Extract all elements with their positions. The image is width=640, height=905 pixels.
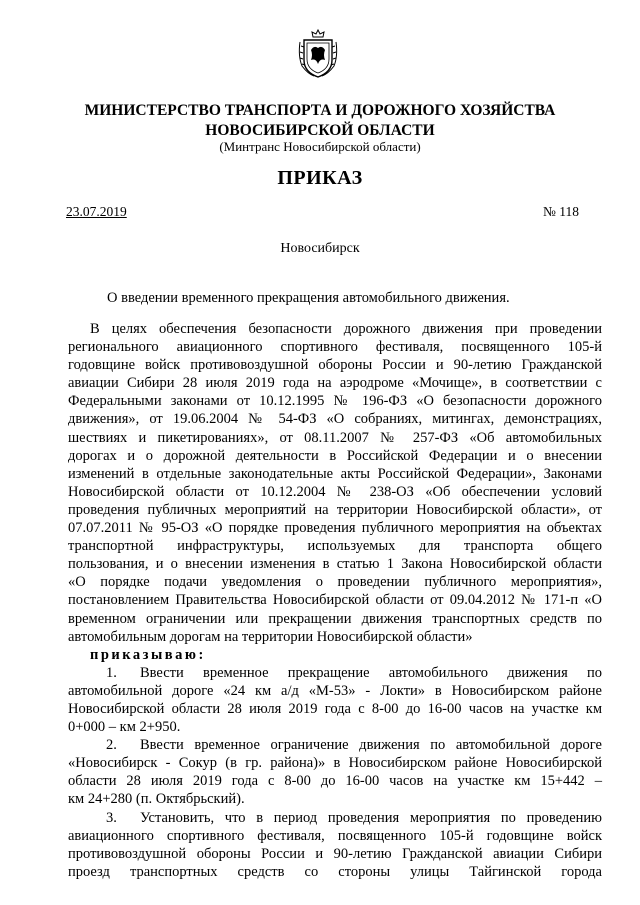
item-text: Ввести временное ограничение движения по автомобильной дороге [140,737,602,754]
item-number: 1. [106,664,117,681]
city-name: Новосибирск [280,241,360,256]
item-2-line: области 28 июля 2019 года с 8-00 до 16-00 часов на участке км 15+442 – [68,773,602,790]
preamble-line: «О порядке подачи уведомления о проведении публичного мероприятия», [68,574,602,591]
item-3-line: противовоздушной обороны России и 90-летию Гражданской авиации Сибири [68,845,602,862]
item-number: 3. [106,809,117,826]
order-date: 23.07.2019 [66,204,127,219]
preamble-line: дорогах и о дорожной деятельности в Российской Федерации и о внесении [68,447,602,464]
item-2-line: км 24+280 (п. Октябрьский). [68,791,245,808]
item-1-line: Новосибирской области 28 июля 2019 года с 8-00 до 16-00 часов на участке км [68,700,602,717]
preamble-line: временном ограничении или прекращении движения транспортных средств по [68,610,602,627]
preamble-line: движения», от 19.06.2004 № 54-ФЗ «О собраниях, митингах, демонстрациях, [68,411,602,428]
preamble-line: В целях обеспечения безопасности дорожного движения при проведении [90,321,602,337]
preamble-line: Федеральными законами от 10.12.1995 № 196-ФЗ «О безопасности дорожного [68,393,602,410]
item-1-line: автомобильной дороге «24 км а/д «М-53» - Локти» в Новосибирском районе [68,682,602,699]
preamble-line: шествиях и пикетированиях», от 08.11.2007 № 257-ФЗ «Об автомобильных [68,429,602,446]
preamble-line: Новосибирской области от 10.12.2004 № 238-ОЗ «Об обеспечении условий [68,483,602,500]
preamble-line: проведения публичных мероприятий на территории Новосибирской области», от [68,501,602,518]
item-1-line: 0+000 – км 2+950. [68,719,181,736]
order-subject: О введении временного прекращения автомобильного движения. [107,290,510,306]
preamble-line: 07.07.2011 № 95-ОЗ «О порядке проведения публичного мероприятия на объектах [68,520,602,537]
item-2-line: «Новосибирск - Сокур (в гр. района)» в Новосибирском районе Новосибирской [68,755,602,772]
ministry-name-line1: МИНИСТЕРСТВО ТРАНСПОРТА И ДОРОЖНОГО ХОЗЯЙСТВА [84,102,556,119]
preamble-line: изменений в отдельные законодательные акты Российской Федерации», Законами [68,465,602,482]
order-body [68,320,602,881]
order-word: приказываю: [90,646,206,663]
coat-of-arms-emblem [296,28,340,80]
ministry-short-name: (Минтранс Новосибирской области) [219,139,421,154]
item-text: Установить, что в период проведения мероприятия по проведению [140,809,602,826]
preamble-line: транспортной инфраструктуры, используемых для транспорта общего [68,538,602,555]
item-3-line [68,809,602,827]
item-1-line [68,664,602,682]
ministry-name-line2: НОВОСИБИРСКОЙ ОБЛАСТИ [205,122,435,139]
preamble-line: пользования, и о внесении изменения в статью 1 Закона Новосибирской области [68,556,602,573]
preamble-line: автомобильным дорогам на территории Новосибирской области» [68,628,473,645]
item-3-line: авиационного спортивного фестиваля, посвященного 105-й годовщине войск [68,827,602,844]
item-number: 2. [106,737,117,754]
document-title: ПРИКАЗ [277,167,363,189]
preamble-line: годовщине войск противовоздушной обороны России и 90-летию Гражданской [68,357,602,374]
item-2-line [68,736,602,754]
item-text: Ввести временное прекращение автомобильного движения по [140,664,602,681]
preamble-line: регионального авиационного спортивного фестиваля, посвященного 105-й [68,339,602,356]
item-3-line: проезд транспортных средств со стороны улицы Тайгинской города [68,863,602,880]
preamble-line: постановлением Правительства Новосибирской области от 09.04.2012 № 171-п «О [68,592,602,609]
order-number: № 118 [543,204,580,219]
preamble-line: авиации Сибири 28 июля 2019 года на аэродроме «Мочище», в соответствии с [68,375,602,392]
